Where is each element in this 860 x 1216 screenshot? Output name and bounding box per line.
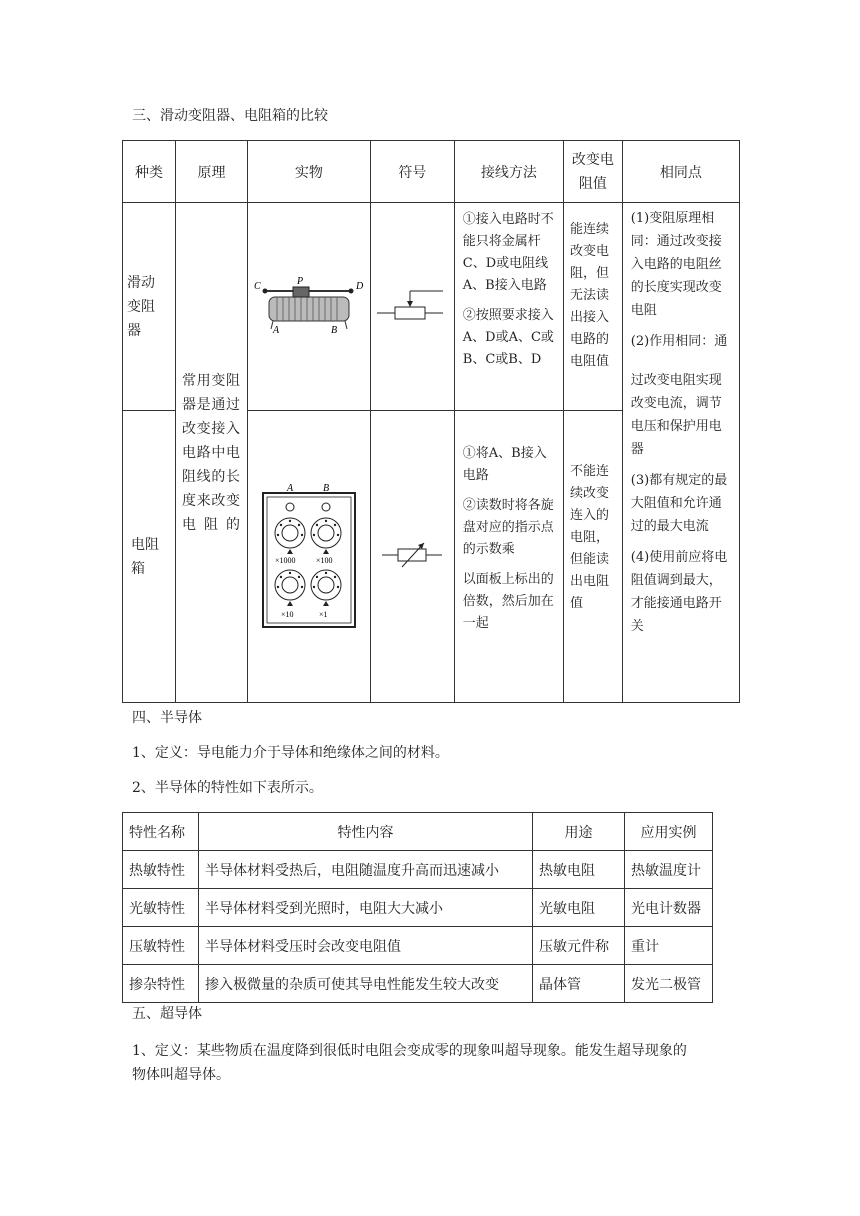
common-point-2: (2)作用相同：通 (630, 334, 728, 349)
rheostat-change-cell (564, 203, 623, 411)
header-symbol: 符号 (370, 141, 454, 203)
sc-row1-use: 热敏电阻 (533, 851, 625, 889)
sc-row2-example: 光电计数器 (625, 889, 713, 927)
comparison-table (122, 140, 740, 703)
sc-header-content: 特性内容 (199, 813, 533, 851)
kind-rheostat-label: 滑动变阻器 (127, 274, 155, 339)
semiconductor-row (123, 927, 713, 965)
row-rheostat (123, 203, 740, 411)
principle-cell (176, 203, 248, 703)
dial-label-x1000: ×1000 (274, 555, 296, 565)
common-point-3: (3)都有规定的最大阻值和允许通过的最大电流 (630, 473, 728, 534)
rheostat-change-text: 能连续改变电阻，但无法读出接入电路的电阻值 (570, 222, 610, 369)
common-point-4: (4)使用前应将电阻值调到最大，才能接通电路开关 (630, 550, 728, 634)
principle-text: 常用变阻器是通过改变接入电路中电阻线的长度来改变电阻的 (182, 372, 240, 533)
rheostat-label-p: P (296, 275, 304, 287)
sc-header-name: 特性名称 (123, 813, 199, 851)
dial-label-x10: ×10 (280, 609, 294, 619)
rheostat-label-a: A (272, 324, 280, 335)
rheostat-symbol (375, 285, 449, 325)
section4-definition: 1、定义：导电能力介于导体和绝缘体之间的材料。 (132, 745, 449, 761)
header-wiring: 接线方法 (454, 141, 563, 203)
sc-row3-content: 半导体材料受压时会改变电阻值 (199, 927, 533, 965)
resistance-box-illustration (261, 481, 357, 629)
sc-row4-content: 掺入极微量的杂质可使其导电性能发生较大改变 (199, 965, 533, 1003)
common-point-1: (1)变阻原理相同：通过改变接入电路的电阻丝的长度实现改变电阻 (630, 211, 722, 318)
common-cell (622, 203, 739, 703)
sc-row4-use: 晶体管 (533, 965, 625, 1003)
common-point-2b: 过改变电阻实现改变电流，调节电压和保护用电器 (630, 373, 722, 457)
header-object: 实物 (247, 141, 370, 203)
dial-label-x1: ×1 (318, 609, 328, 619)
rheostat-wiring-cell (454, 203, 563, 411)
resistance-box-change-cell (564, 411, 623, 703)
rheostat-wiring-1: ①接入电路时不能只将金属杆C、D或电阻线A、B接入电路 (462, 212, 554, 293)
kind-resistance-box (123, 411, 176, 703)
sc-row2-use: 光敏电阻 (533, 889, 625, 927)
box-wiring-2: ②读数时将各旋盘对应的指示点的示数乘 (462, 498, 554, 557)
box-wiring-3: 以面板上标出的倍数，然后加在一起 (462, 572, 554, 631)
semiconductor-row (123, 965, 713, 1003)
sc-header-example: 应用实例 (625, 813, 713, 851)
semiconductor-header-row (123, 813, 713, 851)
rheostat-photo-cell (247, 203, 370, 411)
rheostat-wiring-2: ②按照要求接入A、D或A、C或B、C或B、D (462, 308, 554, 367)
section5-definition (132, 1039, 732, 1087)
header-principle: 原理 (176, 141, 248, 203)
header-kind: 种类 (123, 141, 176, 203)
sc-row4-name: 掺杂特性 (123, 965, 199, 1003)
semiconductor-table (122, 812, 713, 1003)
resistance-box-symbol-cell (370, 411, 454, 703)
rheostat-illustration (253, 275, 365, 335)
header-common: 相同点 (622, 141, 739, 203)
section5-definition-line1: 1、定义：某些物质在温度降到很低时电阻会变成零的现象叫超导现象。能发生超导现象的 (132, 1043, 687, 1059)
section5-title: 五、超导体 (132, 1006, 202, 1022)
resistance-box-symbol (380, 540, 444, 570)
rheostat-label-c: C (253, 280, 261, 292)
rheostat-label-b: B (330, 324, 338, 335)
rheostat-symbol-cell (370, 203, 454, 411)
sc-row3-name: 压敏特性 (123, 927, 199, 965)
box-label-b: B (322, 482, 330, 494)
header-change-resistance: 改变电阻值 (564, 141, 623, 203)
sc-row2-content: 半导体材料受到光照时，电阻大大减小 (199, 889, 533, 927)
sc-header-use: 用途 (533, 813, 625, 851)
kind-rheostat (123, 203, 176, 411)
box-wiring-1: ①将A、B接入电路 (462, 446, 547, 483)
sc-row1-content: 半导体材料受热后，电阻随温度升高而迅速减小 (199, 851, 533, 889)
resistance-box-change-text: 不能连续改变连入的电阻，但能读出电阻值 (570, 464, 610, 611)
section4-intro: 2、半导体的特性如下表所示。 (132, 780, 323, 796)
sc-row3-use: 压敏元件称 (533, 927, 625, 965)
dial-label-x100: ×100 (315, 555, 333, 565)
semiconductor-row (123, 851, 713, 889)
kind-resistance-box-label: 电阻箱 (131, 536, 159, 577)
sc-row3-example: 重计 (625, 927, 713, 965)
semiconductor-row (123, 889, 713, 927)
section3-title: 三、滑动变阻器、电阻箱的比较 (132, 108, 328, 124)
sc-row4-example: 发光二极管 (625, 965, 713, 1003)
resistance-box-wiring-cell (454, 411, 563, 703)
section5-definition-line2: 物体叫超导体。 (132, 1067, 230, 1083)
sc-row2-name: 光敏特性 (123, 889, 199, 927)
resistance-box-photo-cell (247, 411, 370, 703)
sc-row1-name: 热敏特性 (123, 851, 199, 889)
sc-row1-example: 热敏温度计 (625, 851, 713, 889)
section4-title: 四、半导体 (132, 710, 202, 726)
box-label-a: A (286, 482, 294, 494)
rheostat-label-d: D (355, 280, 364, 292)
comparison-header-row (123, 141, 740, 203)
